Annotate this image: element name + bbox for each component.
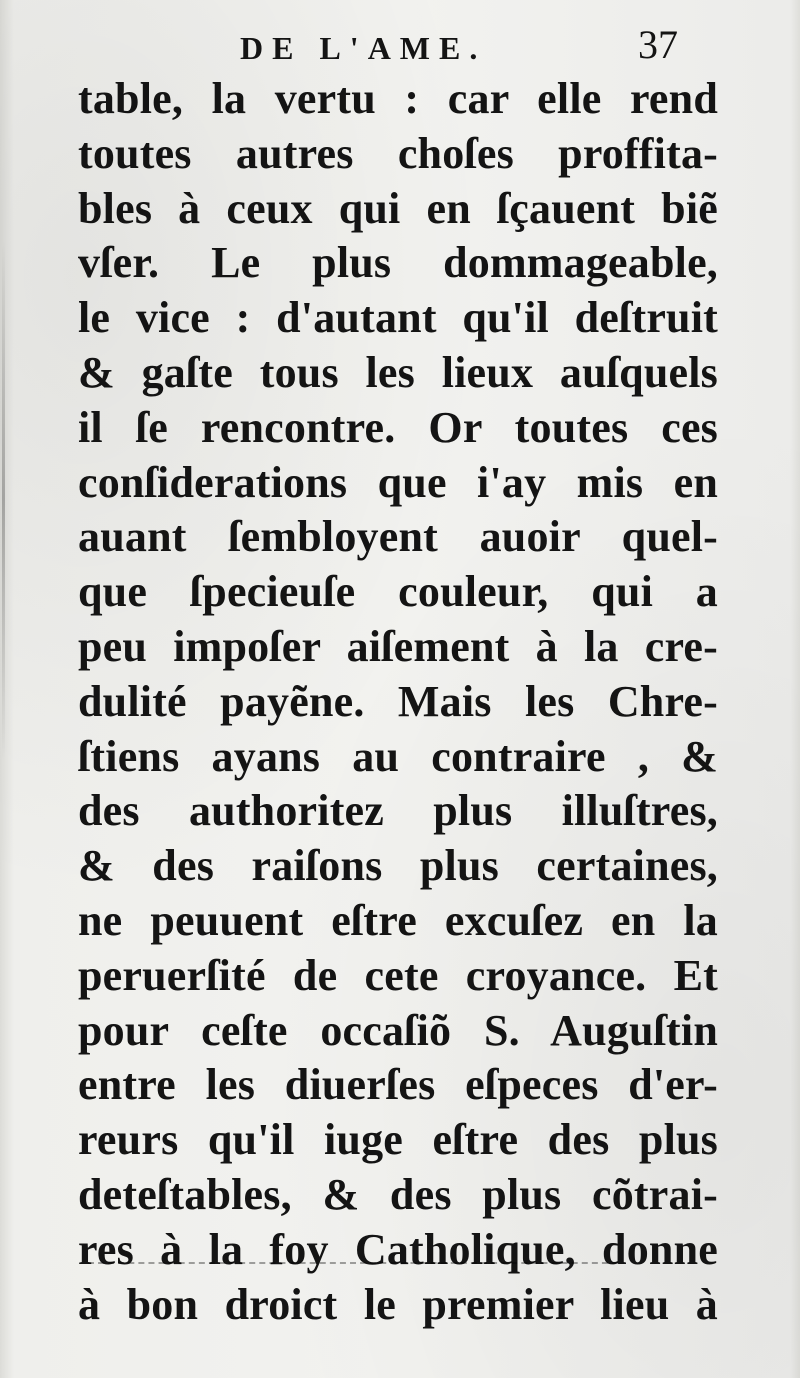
- body-text: [78, 72, 718, 1332]
- text-line: conſiderations que i'ay mis en: [78, 457, 718, 507]
- text-line: le vice : d'autant qu'il deſtruit: [78, 293, 718, 343]
- text-line: reurs qu'il iuge eſtre des plus: [78, 1115, 718, 1165]
- bottom-rule: [88, 1262, 618, 1264]
- text-line: dulité payẽne. Mais les Chre-: [78, 676, 718, 726]
- text-line: pour ceſte occaſiõ S. Auguſtin: [78, 1005, 718, 1055]
- text-line: table, la vertu : car elle rend: [78, 74, 718, 123]
- text-line: bles à ceux qui en ſçauent biẽ: [78, 183, 718, 233]
- text-line: peruerſité de cete croyance. Et: [78, 950, 718, 1000]
- running-head: DE L'AME.: [240, 30, 487, 66]
- text-line: entre les diuerſes eſpeces d'er-: [78, 1060, 718, 1110]
- text-line: auant ſembloyent auoir quel-: [78, 512, 718, 562]
- text-line: toutes autres choſes proffita-: [78, 128, 718, 178]
- text-line: il ſe rencontre. Or toutes ces: [78, 402, 718, 452]
- text-line: vſer. Le plus dommageable,: [78, 238, 718, 288]
- text-line: & gaſte tous les lieux auſquels: [78, 347, 718, 397]
- text-line: ſtiens ayans au contraire , &: [78, 731, 718, 781]
- text-line: peu impoſer aiſement à la cre-: [78, 621, 718, 671]
- text-line: des authoritez plus illuſtres,: [78, 786, 718, 836]
- text-line: res à la foy Catholique, donne: [78, 1224, 718, 1274]
- text-line: ne peuuent eſtre excuſez en la: [78, 895, 718, 945]
- text-line: & des raiſons plus certaines,: [78, 841, 718, 891]
- text-line: que ſpecieuſe couleur, qui a: [78, 567, 718, 617]
- text-line: à bon droict le premier lieu à: [78, 1279, 718, 1329]
- text-line: deteſtables, & des plus cõtrai-: [78, 1169, 718, 1219]
- page-number: 37: [638, 22, 678, 67]
- binding-shadow: [2, 240, 5, 760]
